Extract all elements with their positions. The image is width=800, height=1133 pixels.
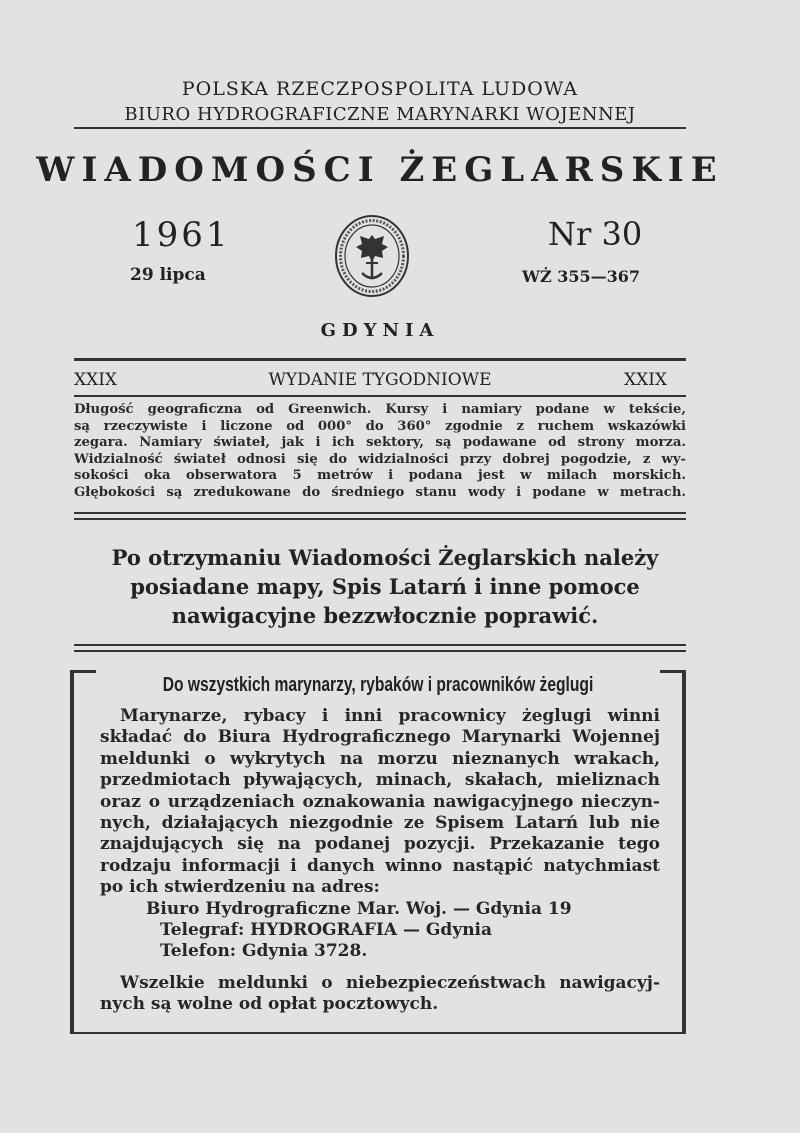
appeal-line: po ich stwierdzeniu na adres: — [100, 877, 380, 898]
appeal-box — [70, 670, 686, 1034]
publisher-line-1: POLSKA RZECZPOSPOLITA LUDOWA — [181, 78, 579, 100]
notice-rule-1 — [74, 644, 686, 646]
edition-label: WYDANIE TYGODNIOWE — [268, 370, 492, 390]
appeal-line: Marynarze, rybacy i inni pracownicy żeglugi winni — [120, 706, 660, 726]
notice-line: Po otrzymaniu Wiadomości Żeglarskich należy — [111, 545, 659, 570]
box-corner-left — [70, 670, 96, 673]
eagle-emblem-seal-icon — [332, 213, 412, 299]
appeal-line: znajdujących się na podanej pozycji. Przekazanie tego — [100, 834, 660, 855]
box-corner-right — [660, 670, 686, 673]
appeal-spacer — [100, 963, 660, 973]
legend-line: Głębokości są zredukowane do średniego stanu wody i podane w metrach. — [74, 484, 686, 500]
issue-date: 29 lipca — [130, 265, 206, 285]
appeal-footer-line: Wszelkie meldunki o niebezpieczeństwach nawigacyj- — [120, 972, 660, 993]
legend-rule-2 — [74, 518, 686, 520]
publisher-line-2: BIURO HYDROGRAFICZNE MARYNARKI WOJENNEJ — [124, 104, 636, 125]
edition-top-rule — [74, 358, 686, 361]
city-name: GDYNIA — [320, 320, 440, 341]
correction-notice — [0, 543, 770, 630]
wz-range: WŻ 355—367 — [522, 267, 641, 286]
notice-line: nawigacyjne bezzwłocznie poprawić. — [171, 603, 599, 628]
header-rule — [74, 127, 686, 129]
publication-title: WIADOMOŚCI ŻEGLARSKIE — [36, 150, 724, 190]
conventions-legend — [74, 402, 686, 501]
legend-line: Długość geograficzna od Greenwich. Kursy i namiary podane w tekście, — [74, 402, 686, 417]
appeal-phone: Telefon: Gdynia 3728. — [160, 941, 368, 962]
appeal-title: Do wszystkich marynarzy, rybaków i pracowników żeglugi — [162, 674, 594, 696]
appeal-line: oraz o urządzeniach oznakowania nawigacyjnego nieczyn- — [100, 791, 660, 812]
legend-line: są rzeczywiste i liczone od 000° do 360° zgodnie z ruchem wskazówki — [74, 418, 686, 434]
edition-bottom-rule — [74, 395, 686, 397]
appeal-line: meldunki o wykrytych na morzu nieznanych wrakach, — [100, 748, 660, 769]
issue-year: 1961 — [132, 215, 231, 255]
appeal-address: Biuro Hydrograficzne Mar. Woj. — Gdynia 19 — [146, 898, 572, 919]
appeal-body — [100, 706, 660, 1016]
appeal-footer-line: nych są wolne od opłat pocztowych. — [100, 994, 439, 1015]
legend-rule-1 — [74, 512, 686, 514]
appeal-line: składać do Biura Hydrograficznego Marynarki Wojennej — [100, 727, 660, 748]
notice-line: posiadane mapy, Spis Latarń i inne pomoce — [130, 574, 640, 599]
appeal-telegraph: Telegraf: HYDROGRAFIA — Gdynia — [160, 920, 493, 941]
appeal-line: rodzaju informacji i danych winno nastąpić natychmiast — [100, 855, 660, 876]
notice-rule-2 — [74, 650, 686, 652]
edition-volume-right: XXIX — [624, 370, 668, 390]
appeal-line: nych, działających niezgodnie ze Spisem Latarń lub nie — [100, 813, 660, 834]
edition-volume-left: XXIX — [74, 370, 118, 390]
issue-number: Nr 30 — [548, 215, 643, 253]
legend-line: Widzialność świateł odnosi się do widzialności przy dobrej pogodzie, z wy- — [74, 451, 686, 467]
legend-line: zegara. Namiary świateł, jak i ich sektory, są podawane od strony morza. — [74, 435, 686, 450]
appeal-line: przedmiotach pływających, minach, skałach, mieliznach — [100, 770, 660, 791]
legend-line: sokości oka obserwatora 5 metrów i podana jest w milach morskich. — [74, 468, 686, 483]
